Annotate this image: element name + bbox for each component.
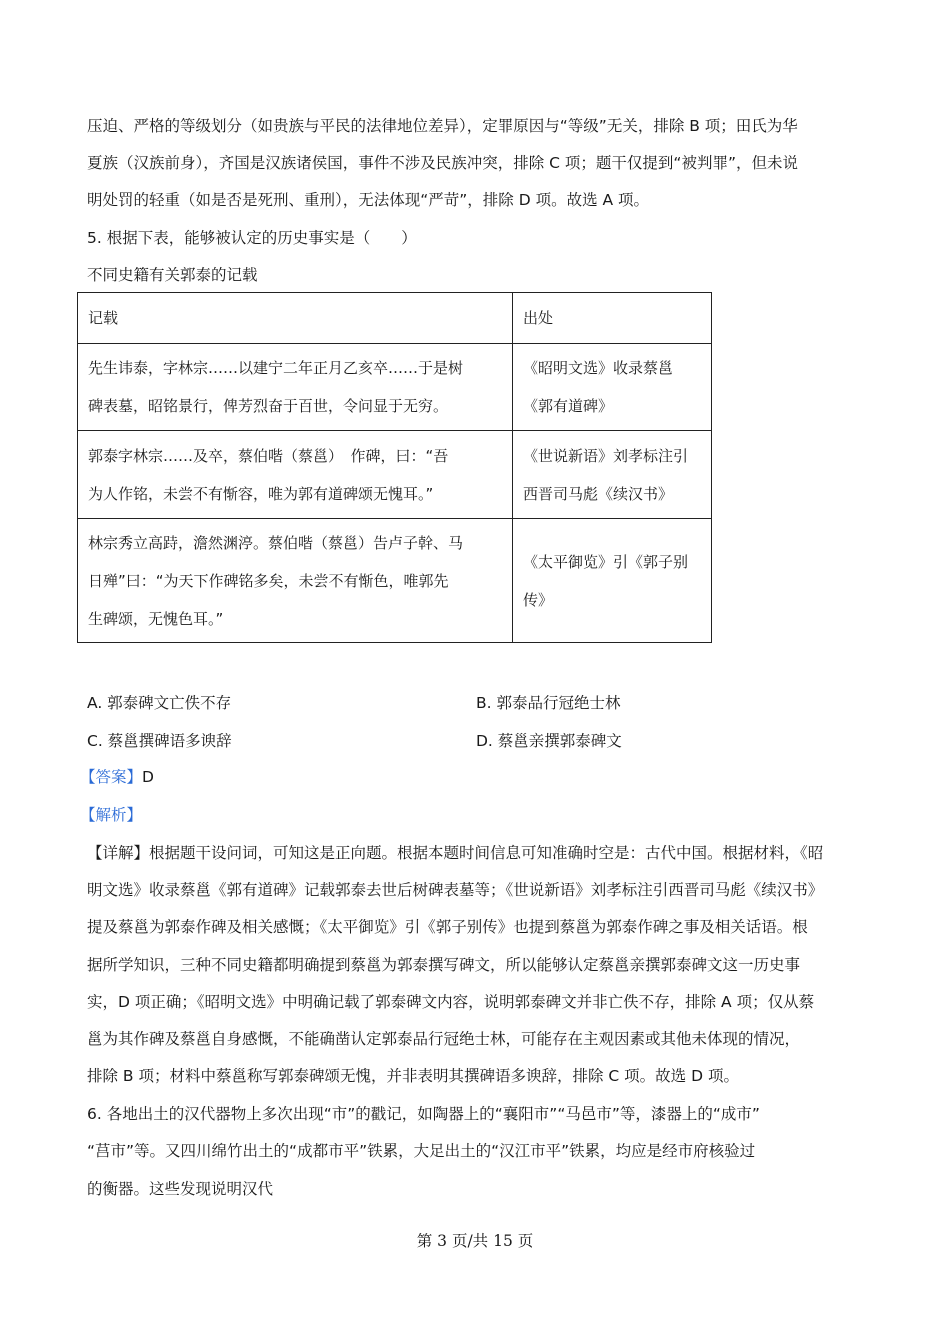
question5-stem: 5. 根据下表，能够被认定的历史事实是（ ） [87, 229, 417, 247]
analysis-label: 【解析】 [80, 806, 143, 824]
record-cell: 林宗秀立高跱，澹然渊渟。蔡伯喈（蔡邕）告卢子幹、马 日殚”曰：“为天下作碑铭多矣，未尝不有惭色，唯郭先 生碑颂，无愧色耳。” [78, 519, 513, 643]
source-cell: 《世说新语》刘孝标注引 西晋司马彪《续汉书》 [513, 431, 712, 519]
header-source: 出处 [513, 293, 712, 344]
detail-label: 【详解】 [87, 844, 150, 862]
choice-d: D. 蔡邕亲撰郭泰碑文 [476, 732, 622, 750]
record-cell: 先生讳泰，字林宗……以建宁二年正月乙亥卒……于是树 碑表墓，昭铭景行，俾芳烈奋于百世，令问显于无穷。 [78, 344, 513, 431]
intro-line-3: 明处罚的轻重（如是否是死刑、重刑），无法体现“严苛”，排除 D 项。故选 A 项。 [87, 191, 650, 209]
table-header-row [78, 293, 712, 344]
table-row [78, 431, 712, 519]
detail-line-1: 【详解】根据题干设问词，可知这是正向题。根据本题时间信息可知准确时空是：古代中国。根据材料，《昭 [87, 844, 824, 862]
answer-label: 【答案】 [80, 768, 143, 786]
answer-value: D [142, 768, 154, 786]
header-record: 记载 [78, 293, 513, 344]
table-caption: 不同史籍有关郭泰的记载 [87, 266, 258, 284]
source-cell: 《昭明文选》收录蔡邕 《郭有道碑》 [513, 344, 712, 431]
detail-line-2: 明文选》收录蔡邕《郭有道碑》记载郭泰去世后树碑表墓等；《世说新语》刘孝标注引西晋司马彪《续汉书》 [87, 881, 824, 899]
page-footer: 第 3 页/共 15 页 [416, 1232, 534, 1250]
table-row [78, 344, 712, 431]
question6-line-1: 6. 各地出土的汉代器物上多次出现“市”的戳记，如陶器上的“襄阳市”“马邑市”等，漆器上的“成市” [87, 1105, 760, 1123]
answer-line [80, 767, 154, 787]
table-row [78, 519, 712, 643]
detail-line-4: 据所学知识，三种不同史籍都明确提到蔡邕为郭泰撰写碑文，所以能够认定蔡邕亲撰郭泰碑文这一历史事 [87, 956, 801, 974]
intro-line-2: 夏族（汉族前身），齐国是汉族诸侯国，事件不涉及民族冲突，排除 C 项；题干仅提到“被判罪”，但未说 [87, 154, 798, 172]
question6-line-2: “莒市”等。又四川绵竹出土的“成都市平”铁累，大足出土的“汉江市平”铁累，均应是经市府核验过 [87, 1142, 756, 1160]
choice-c: C. 蔡邕撰碑语多谀辞 [87, 732, 232, 750]
detail-line-6: 邕为其作碑及蔡邕自身感慨，不能确凿认定郭泰品行冠绝士林，可能存在主观因素或其他未体现的情况， [87, 1030, 801, 1048]
question6-line-3: 的衡器。这些发现说明汉代 [87, 1180, 274, 1198]
choice-b: B. 郭泰品行冠绝士林 [476, 694, 621, 712]
choice-a: A. 郭泰碑文亡佚不存 [87, 694, 232, 712]
records-table [77, 292, 712, 643]
intro-line-1: 压迫、严格的等级划分（如贵族与平民的法律地位差异），定罪原因与“等级”无关，排除 B 项；田氏为华 [87, 117, 798, 135]
record-cell: 郭泰字林宗……及卒，蔡伯喈（蔡邕） 作碑，曰：“吾 为人作铭，未尝不有惭容，唯为郭有道碑颂无愧耳。” [78, 431, 513, 519]
source-cell: 《太平御览》引《郭子别 传》 [513, 519, 712, 643]
detail-line-3: 提及蔡邕为郭泰作碑及相关感慨；《太平御览》引《郭子别传》也提到蔡邕为郭泰作碑之事及相关话语。根 [87, 918, 808, 936]
detail-line-7: 排除 B 项；材料中蔡邕称写郭泰碑颂无愧，并非表明其撰碑语多谀辞，排除 C 项。故选 D 项。 [87, 1067, 739, 1085]
detail-line-5: 实，D 项正确；《昭明文选》中明确记载了郭泰碑文内容，说明郭泰碑文并非亡佚不存，排除 A 项；仅从蔡 [87, 993, 815, 1011]
